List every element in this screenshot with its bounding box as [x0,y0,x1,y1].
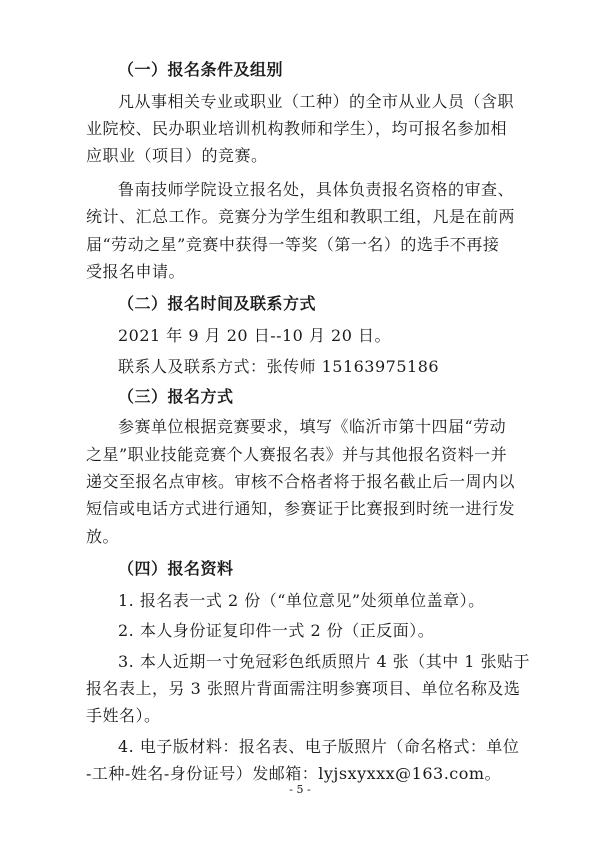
paragraph-line: 2. 本人身份证复印件一式 2 份（正反面）。 [118,621,435,640]
paragraph-line: 1. 报名表一式 2 份（“单位意见”处须单位盖章）。 [118,591,485,610]
paragraph-line: 放。 [86,527,120,546]
paragraph-line: 2021 年 9 月 20 日--10 月 20 日。 [118,326,391,345]
page-number: - 5 - [289,783,311,796]
paragraph-line: -工种-姓名-身份证号）发邮箱：lyjsxyxxx@163.com。 [86,764,502,783]
paragraph-line: 报名表上，另 3 张照片背面需注明参赛项目、单位名称及选 [86,679,521,698]
section-heading: （二）报名时间及联系方式 [118,294,317,313]
section-heading: （四）报名资料 [118,559,234,578]
paragraph-line: 应职业（项目）的竞赛。 [86,146,268,165]
paragraph-line: 业院校、民办职业培训机构教师和学生），均可报名参加相 [86,119,508,138]
paragraph-line: 之星”职业技能竞赛个人赛报名表》并与其他报名资料一并 [86,445,508,464]
paragraph-line: 参赛单位根据竞赛要求，填写《临沂市第十四届“劳动 [118,417,507,436]
paragraph-line: 手姓名）。 [86,706,161,725]
section-heading: （三）报名方式 [118,387,234,406]
paragraph-line: 届“劳动之星”竞赛中获得一等奖（第一名）的选手不再接 [86,235,500,254]
paragraph-line: 递交至报名点审核。审核不合格者将于报名截止后一周内以 [86,472,516,491]
paragraph-line: 联系人及联系方式：张传师 15163975186 [118,357,440,376]
paragraph-line: 短信或电话方式进行通知，参赛证于比赛报到时统一进行发 [86,499,516,518]
paragraph-line: 3. 本人近期一寸免冠彩色纸质照片 4 张（其中 1 张贴于 [118,652,531,671]
paragraph-line: 受报名申请。 [86,262,186,281]
section-heading: （一）报名条件及组别 [118,60,284,79]
paragraph-line: 凡从事相关专业或职业（工种）的全市从业人员（含职 [118,92,515,111]
paragraph-line: 鲁南技师学院设立报名处，具体负责报名资格的审查、 [118,180,515,199]
paragraph-line: 统计、汇总工作。竞赛分为学生组和教职工组，凡是在前两 [86,207,516,226]
paragraph-line: 4. 电子版材料：报名表、电子版照片（命名格式：单位 [118,737,520,756]
